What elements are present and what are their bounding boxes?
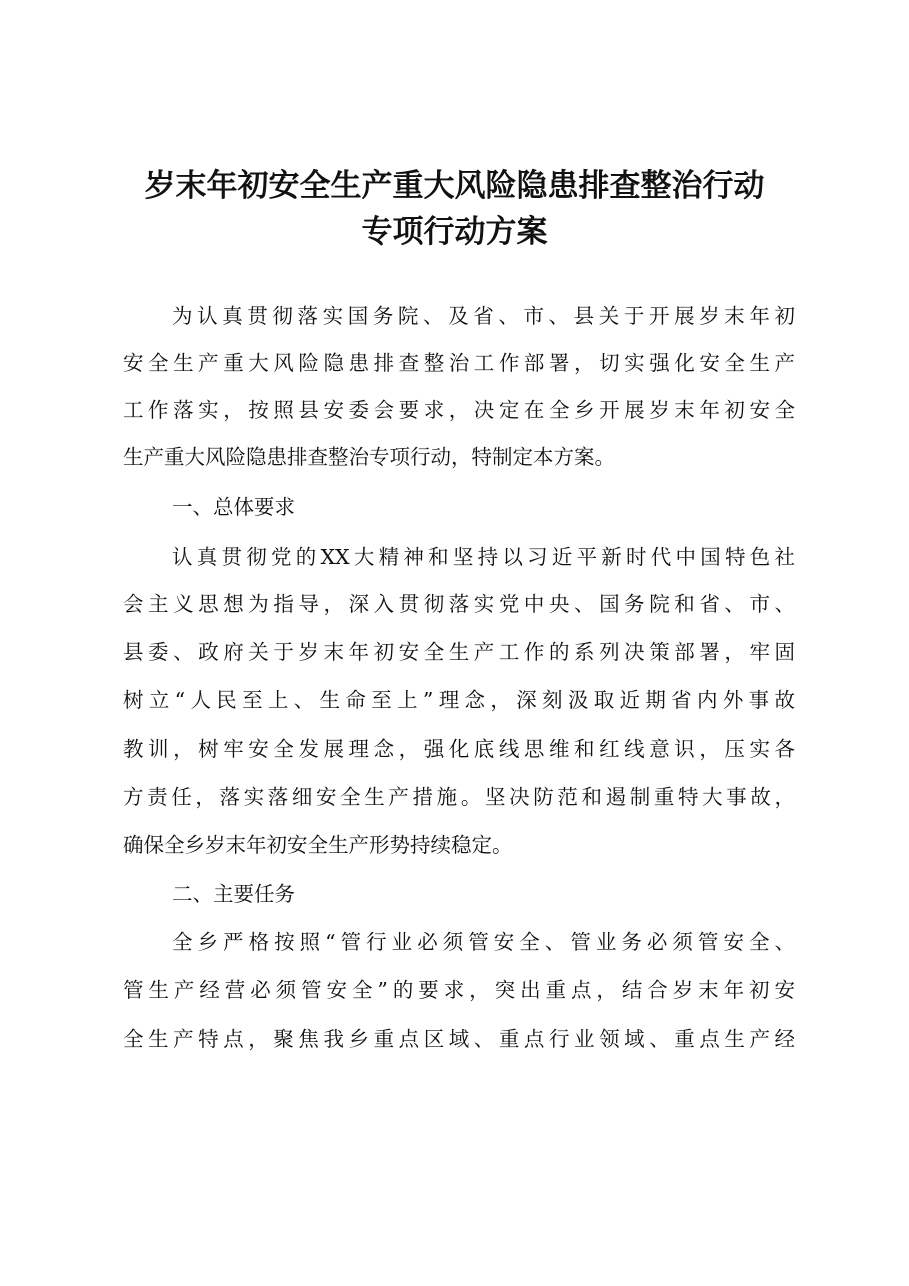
paragraph-line: 工作落实，按照县安委会要求，决定在全乡开展岁末年初安全 bbox=[123, 398, 795, 422]
section-heading: 二、主要任务 bbox=[172, 882, 295, 906]
paragraph-line: 方责任，落实落细安全生产措施。坚决防范和遏制重特大事故， bbox=[123, 785, 795, 809]
paragraph-line: 会主义思想为指导，深入贯彻落实党中央、国务院和省、市、 bbox=[123, 592, 795, 616]
paragraph-line: 确保全乡岁末年初安全生产形势持续稳定。 bbox=[123, 833, 513, 857]
paragraph-line: 生产重大风险隐患排查整治专项行动，特制定本方案。 bbox=[123, 445, 615, 469]
paragraph-line: 全生产特点，聚焦我乡重点区域、重点行业领域、重点生产经 bbox=[123, 1027, 795, 1051]
paragraph-line: 管生产经营必须管安全”的要求，突出重点，结合岁末年初安 bbox=[123, 978, 795, 1002]
paragraph-line: 安全生产重大风险隐患排查整治工作部署，切实强化安全生产 bbox=[123, 351, 795, 375]
document-title-line-1: 岁末年初安全生产重大风险隐患排查整治行动 bbox=[144, 168, 765, 204]
section-heading: 一、总体要求 bbox=[172, 495, 295, 519]
document-title-line-2: 专项行动方案 bbox=[361, 214, 548, 250]
paragraph-line: 教训，树牢安全发展理念，强化底线思维和红线意识，压实各 bbox=[123, 737, 795, 761]
paragraph-line: 树立“人民至上、生命至上”理念，深刻汲取近期省内外事故 bbox=[123, 688, 795, 712]
paragraph-line: 县委、政府关于岁末年初安全生产工作的系列决策部署，牢固 bbox=[123, 640, 795, 664]
paragraph-line: 全乡严格按照“管行业必须管安全、管业务必须管安全、 bbox=[172, 930, 795, 954]
paragraph-line: 为认真贯彻落实国务院、及省、市、县关于开展岁末年初 bbox=[172, 304, 795, 328]
paragraph-line: 认真贯彻党的XX大精神和坚持以习近平新时代中国特色社 bbox=[172, 545, 795, 569]
